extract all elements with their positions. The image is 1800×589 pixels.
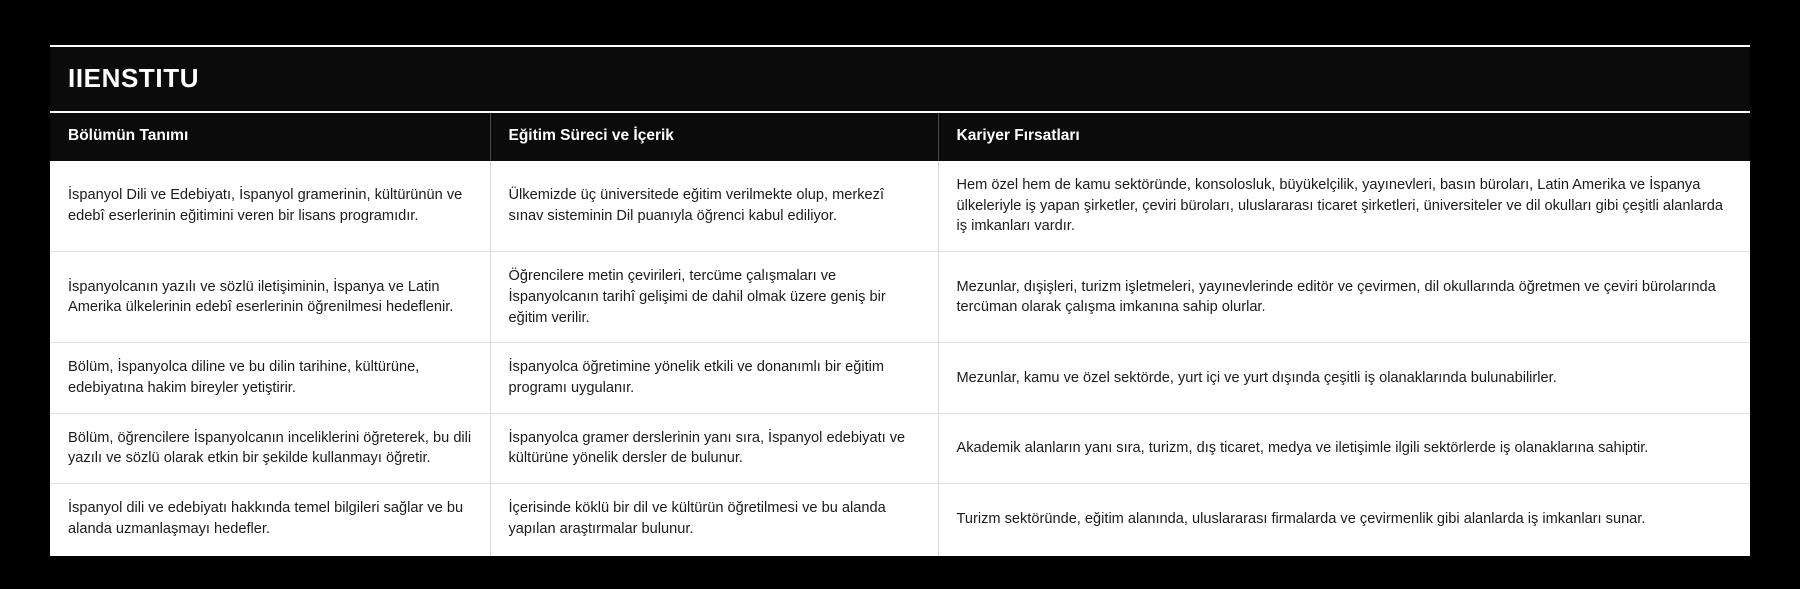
cell-education-process: İçerisinde köklü bir dil ve kültürün öğretilmesi ve bu alanda yapılan araştırmalar bulunur.: [490, 484, 938, 556]
table-body: [50, 161, 1750, 556]
table-row: [50, 343, 1750, 413]
cell-education-process: Ülkemizde üç üniversitede eğitim verilmekte olup, merkezî sınav sisteminin Dil puanıyla öğrenci kabul ediliyor.: [490, 161, 938, 252]
cell-career-opportunities: Akademik alanların yanı sıra, turizm, dış ticaret, medya ve iletişimle ilgili sektörlerde iş olanaklarına sahiptir.: [938, 413, 1750, 483]
cell-definition: Bölüm, öğrencilere İspanyolcanın inceliklerini öğreterek, bu dili yazılı ve sözlü olarak etkin bir şekilde kullanmayı öğretir.: [50, 413, 490, 483]
table-row: [50, 252, 1750, 343]
info-card: [50, 45, 1750, 556]
cell-definition: İspanyol dili ve edebiyatı hakkında temel bilgileri sağlar ve bu alanda uzmanlaşmayı hedefler.: [50, 484, 490, 556]
cell-career-opportunities: Turizm sektöründe, eğitim alanında, uluslararası firmalarda ve çevirmenlik gibi alanlarda iş imkanları sunar.: [938, 484, 1750, 556]
brand-header: [50, 47, 1750, 113]
cell-education-process: İspanyolca öğretimine yönelik etkili ve donanımlı bir eğitim programı uygulanır.: [490, 343, 938, 413]
brand-title: IIENSTITU: [68, 63, 200, 93]
column-header-career-opportunities: Kariyer Fırsatları: [938, 113, 1750, 161]
table-row: [50, 413, 1750, 483]
column-header-education-process: Eğitim Süreci ve İçerik: [490, 113, 938, 161]
cell-career-opportunities: Mezunlar, kamu ve özel sektörde, yurt içi ve yurt dışında çeşitli iş olanaklarında bulunabilirler.: [938, 343, 1750, 413]
cell-definition: İspanyol Dili ve Edebiyatı, İspanyol gramerinin, kültürünün ve edebî eserlerinin eğitimini veren bir lisans programıdır.: [50, 161, 490, 252]
table-row: [50, 484, 1750, 556]
column-header-definition: Bölümün Tanımı: [50, 113, 490, 161]
cell-career-opportunities: Hem özel hem de kamu sektöründe, konsolosluk, büyükelçilik, yayınevleri, basın büroları, Latin Amerika ve İspanya ülkeleriyle iş yapan şirketler, çeviri büroları, uluslararası ticaret şirketleri, üniversiteler ve dil okulları gibi çeşitli alanlarda iş imkanları vardır.: [938, 161, 1750, 252]
table-row: [50, 161, 1750, 252]
department-comparison-table: [50, 113, 1750, 556]
table-header-row: [50, 113, 1750, 161]
cell-career-opportunities: Mezunlar, dışişleri, turizm işletmeleri, yayınevlerinde editör ve çevirmen, dil okullarında öğretmen ve çeviri bürolarında tercüman olarak çalışma imkanına sahip olurlar.: [938, 252, 1750, 343]
cell-definition: İspanyolcanın yazılı ve sözlü iletişiminin, İspanya ve Latin Amerika ülkelerinin edebî eserlerinin öğrenilmesi hedeflenir.: [50, 252, 490, 343]
cell-definition: Bölüm, İspanyolca diline ve bu dilin tarihine, kültürüne, edebiyatına hakim bireyler yetiştirir.: [50, 343, 490, 413]
cell-education-process: İspanyolca gramer derslerinin yanı sıra, İspanyol edebiyatı ve kültürüne yönelik dersler de bulunur.: [490, 413, 938, 483]
table-header: [50, 113, 1750, 161]
cell-education-process: Öğrencilere metin çevirileri, tercüme çalışmaları ve İspanyolcanın tarihî gelişimi de dahil olmak üzere geniş bir eğitim verilir.: [490, 252, 938, 343]
